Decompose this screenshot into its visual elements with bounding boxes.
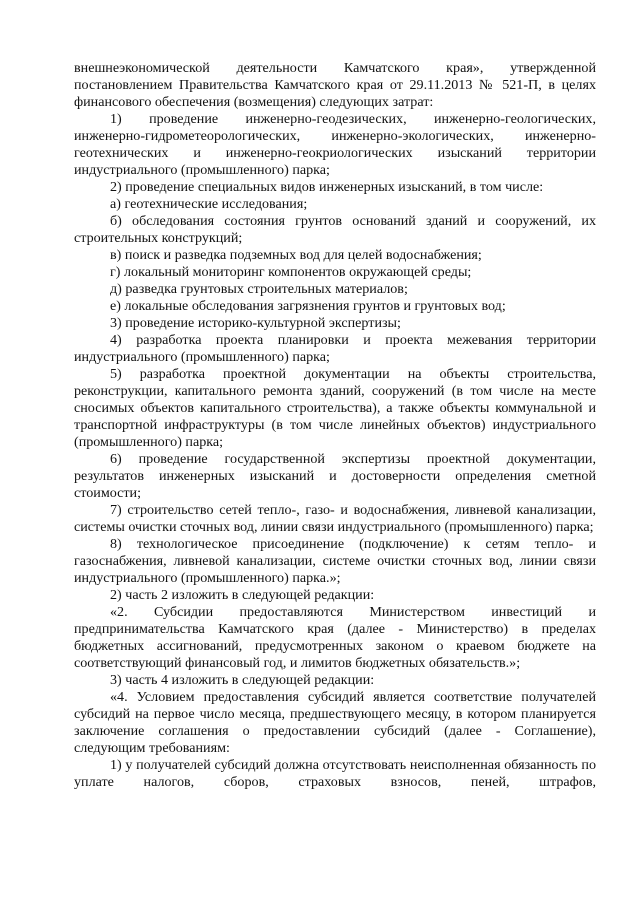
paragraph-subitem-b: б) обследования состояния грунтов оснований зданий и сооружений, их строительных конструкций; — [74, 213, 596, 246]
paragraph-item-6: 6) проведение государственной экспертизы проектной документации, результатов инженерных изысканий и достоверности определения сметной стоимости; — [74, 451, 596, 501]
paragraph-item-7: 7) строительство сетей тепло-, газо- и водоснабжения, ливневой канализации, системы очистки сточных вод, линии связи индустриального (промышленного) парка; — [74, 502, 596, 535]
paragraph-item-1: 1) проведение инженерно-геодезических, инженерно-геологических, инженерно-гидрометеорологических, инженерно-экологических, инженерно-геотехнических и инженерно-геокриологических изысканий территории индустриального (промышленного) парка; — [74, 111, 596, 178]
paragraph-item-3: 3) проведение историко-культурной экспертизы; — [110, 315, 401, 331]
paragraph-item-8: 8) технологическое присоединение (подключение) к сетям тепло- и газоснабжения, ливневой канализации, системе очистки сточных вод, линии связи индустриального (промышленного) парка.»; — [74, 536, 596, 586]
document-page — [74, 60, 596, 791]
paragraph-amendment-part-4: 3) часть 4 изложить в следующей редакции: — [110, 672, 375, 688]
paragraph-part-4-text: «4. Условием предоставления субсидий является соответствие получателей субсидий на первое число месяца, предшествующего месяцу, в котором планируется заключение соглашения о предоставлении субсидий (далее - Соглашение), следующим требованиям: — [74, 689, 596, 756]
paragraph-subitem-g: г) локальный мониторинг компонентов окружающей среды; — [110, 264, 472, 280]
paragraph-item-5: 5) разработка проектной документации на объекты строительства, реконструкции, капитального ремонта зданий, сооружений (в том числе на месте сносимых объектов капитального строительства), а также объекты коммунальной и транспортной инфраструктуры (в том числе линейных объектов) индустриального (промышленного) парка; — [74, 366, 596, 450]
paragraph-subitem-d: д) разведка грунтовых строительных материалов; — [110, 281, 408, 297]
paragraph-part-2-text: «2. Субсидии предоставляются Министерством инвестиций и предпринимательства Камчатского края (далее - Министерство) в пределах бюджетных ассигнований, предусмотренных законом о краевом бюджете на соответствующий финансовый год, и лимитов бюджетных обязательств.»; — [74, 604, 596, 671]
paragraph-item-2: 2) проведение специальных видов инженерных изысканий, в том числе: — [110, 179, 544, 195]
paragraph-item-4: 4) разработка проекта планировки и проекта межевания территории индустриального (промышленного) парка; — [74, 332, 596, 365]
paragraph-subitem-a: а) геотехнические исследования; — [110, 196, 308, 212]
paragraph-intro: внешнеэкономической деятельности Камчатского края», утвержденной постановлением Правительства Камчатского края от 29.11.2013 № 521-П, в целях финансового обеспечения (возмещения) следующих затрат: — [74, 60, 596, 110]
paragraph-subitem-v: в) поиск и разведка подземных вод для целей водоснабжения; — [110, 247, 482, 263]
paragraph-amendment-part-2: 2) часть 2 изложить в следующей редакции: — [110, 587, 375, 603]
paragraph-subitem-e: е) локальные обследования загрязнения грунтов и грунтовых вод; — [110, 298, 506, 314]
paragraph-requirement-1: 1) у получателей субсидий должна отсутствовать неисполненная обязанность по уплате налогов, сборов, страховых взносов, пеней, штрафов, — [74, 757, 596, 790]
